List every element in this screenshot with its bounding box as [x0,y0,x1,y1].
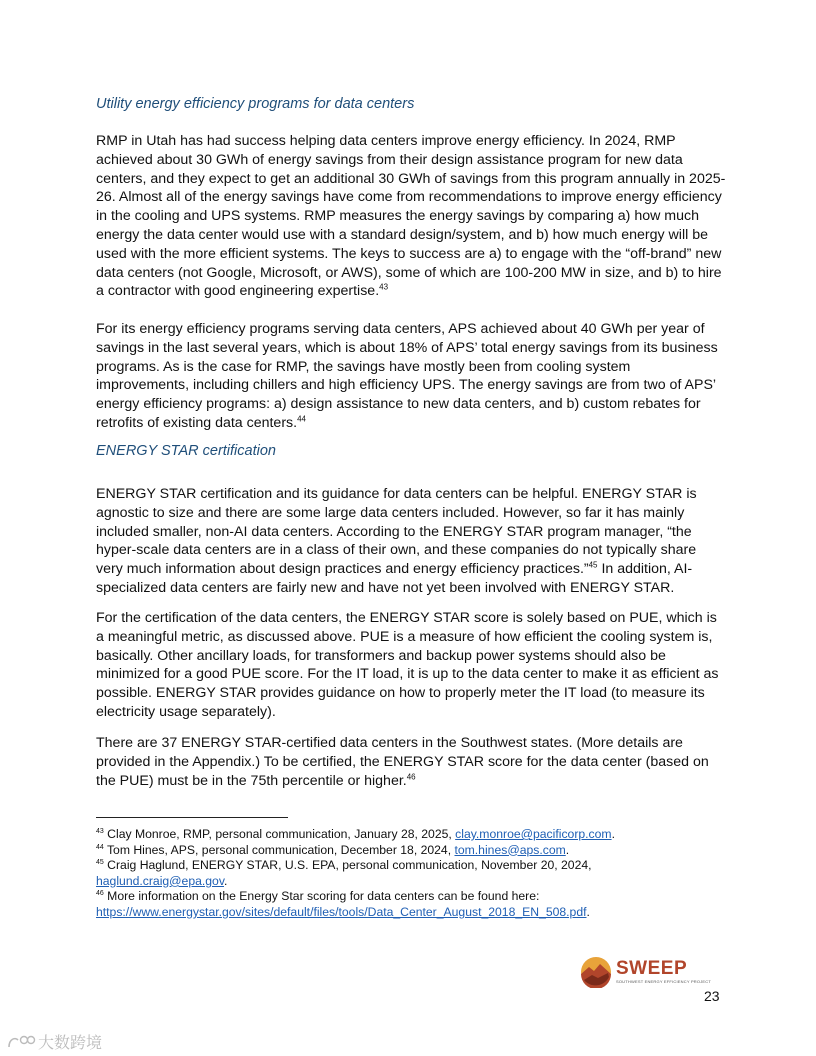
footnote-ref-46[interactable]: 46 [406,771,416,781]
footnote-text: More information on the Energy Star scoring for data centers can be found here: [103,889,540,904]
footnote-ref-43[interactable]: 43 [379,282,389,292]
logo-wordmark: SWEEP [616,958,688,979]
paragraph-aps [96,320,726,433]
footnote-text: Clay Monroe, RMP, personal communication, January 28, 2025, [103,827,456,841]
paragraph-certification [96,609,726,722]
footnote-tail: . [565,842,570,857]
footnote-text: Craig Haglund, ENERGY STAR, U.S. EPA, personal communication, November 20, 2024, [103,858,592,873]
sweep-logo [580,956,712,988]
watermark-logo-icon [6,1034,36,1050]
footnote-43 [96,827,716,843]
paragraph-energy-star-intro-text: ENERGY STAR certification and its guidance for data centers can be helpful. ENERGY STAR is agnostic to size and there are some large data centers included. However, so far it has mainly included smaller, non-AI data centers. According to the ENERGY STAR program manager, “the hyper-scale data centers are in a class of their own, and these companies do not typically share very much information about design practices and energy efficiency practices.” [96,486,697,578]
footnote-tail: . [224,873,228,888]
footnote-ref-45[interactable]: 45 [588,560,598,570]
sweep-sun-icon [580,956,612,988]
footnote-46 [96,889,716,920]
footnote-text: Tom Hines, APS, personal communication, December 18, 2024, [103,842,455,857]
footnote-tail: . [611,827,615,841]
footnote-44 [96,843,716,859]
paragraph-aps-text: For its energy efficiency programs serving data centers, APS achieved about 40 GWh per year of savings in the last several years, which is about 18% of APS’ total energy savings from its business programs. As is the case for RMP, the savings have mostly been from cooling system improvements, including chillers and high efficiency UPS. The energy savings are from two of APS’ energy efficiency programs: a) design assistance to new data centers, and b) custom rebates for retrofits of existing data centers. [96,321,718,431]
email-link-tom-hines[interactable]: tom.hines@aps.com [454,842,566,857]
paragraph-rmp [96,132,726,301]
footnote-ref-44[interactable]: 44 [297,414,306,424]
page-number: 23 [704,988,720,1004]
footnotes [96,827,716,921]
footnote-45 [96,858,716,889]
email-link-craig-haglund[interactable]: haglund.craig@epa.gov [96,873,225,888]
paragraph-certified-count [96,734,726,790]
section-heading-utility-programs: Utility energy efficiency programs for data centers [96,96,415,112]
footnote-number: 46 [96,890,104,898]
logo-subtitle: SOUTHWEST ENERGY EFFICIENCY PROJECT [616,979,712,984]
section-heading-energy-star: ENERGY STAR certification [96,443,276,459]
paragraph-energy-star-intro [96,485,726,598]
footnote-number: 43 [96,827,104,835]
energy-star-pdf-link[interactable]: https://www.energystar.gov/sites/default/files/tools/Data_Center_August_2018_EN_508.pdf [96,904,587,919]
paragraph-energy-star-intro-tail: In addition, AI-specialized data centers are fairly new and have not yet been involved with ENERGY STAR. [96,561,693,596]
footnote-number: 45 [96,859,104,867]
footnote-number: 44 [96,843,104,851]
email-link-clay-monroe[interactable]: clay.monroe@pacificorp.com [455,827,612,841]
watermark-text: 大数跨境 [38,1035,103,1052]
footnote-tail: . [586,904,590,919]
footnote-separator [96,817,288,818]
paragraph-rmp-text: RMP in Utah has had success helping data centers improve energy efficiency. In 2024, RMP achieved about 30 GWh of energy savings from their design assistance program for new data centers, and they expect to get an additional 30 GWh of savings from this program annually in 2025-26. Almost all of the energy savings have come from recommendations to improve energy efficiency in the cooling and UPS systems. RMP measures the energy savings by comparing a) how much energy the data center would use with a standard design/system, and b) how much energy will be used with the more efficient systems. The keys to success are a) to engage with the “off-brand” new data centers (not Google, Microsoft, or AWS), some of which are 100-200 MW in size, and b) to hire a contractor with good engineering expertise. [96,133,726,300]
watermark [6,1030,102,1053]
paragraph-certified-count-text: There are 37 ENERGY STAR-certified data centers in the Southwest states. (More details are provided in the Appendix.) To be certified, the ENERGY STAR score for the data center (based on the PUE) must be in the 75th percentile or higher. [96,735,709,789]
paragraph-certification-text: For the certification of the data centers, the ENERGY STAR score is solely based on PUE, which is a meaningful metric, as discussed above. PUE is a measure of how efficient the cooling system is, basically. Other ancillary loads, for transformers and backup power systems should also be minimized for a good PUE score. For the IT load, it is up to the data center to make it as efficient as possible. ENERGY STAR provides guidance on how to properly meter the IT load (to measure its electricity usage separately). [96,610,719,720]
